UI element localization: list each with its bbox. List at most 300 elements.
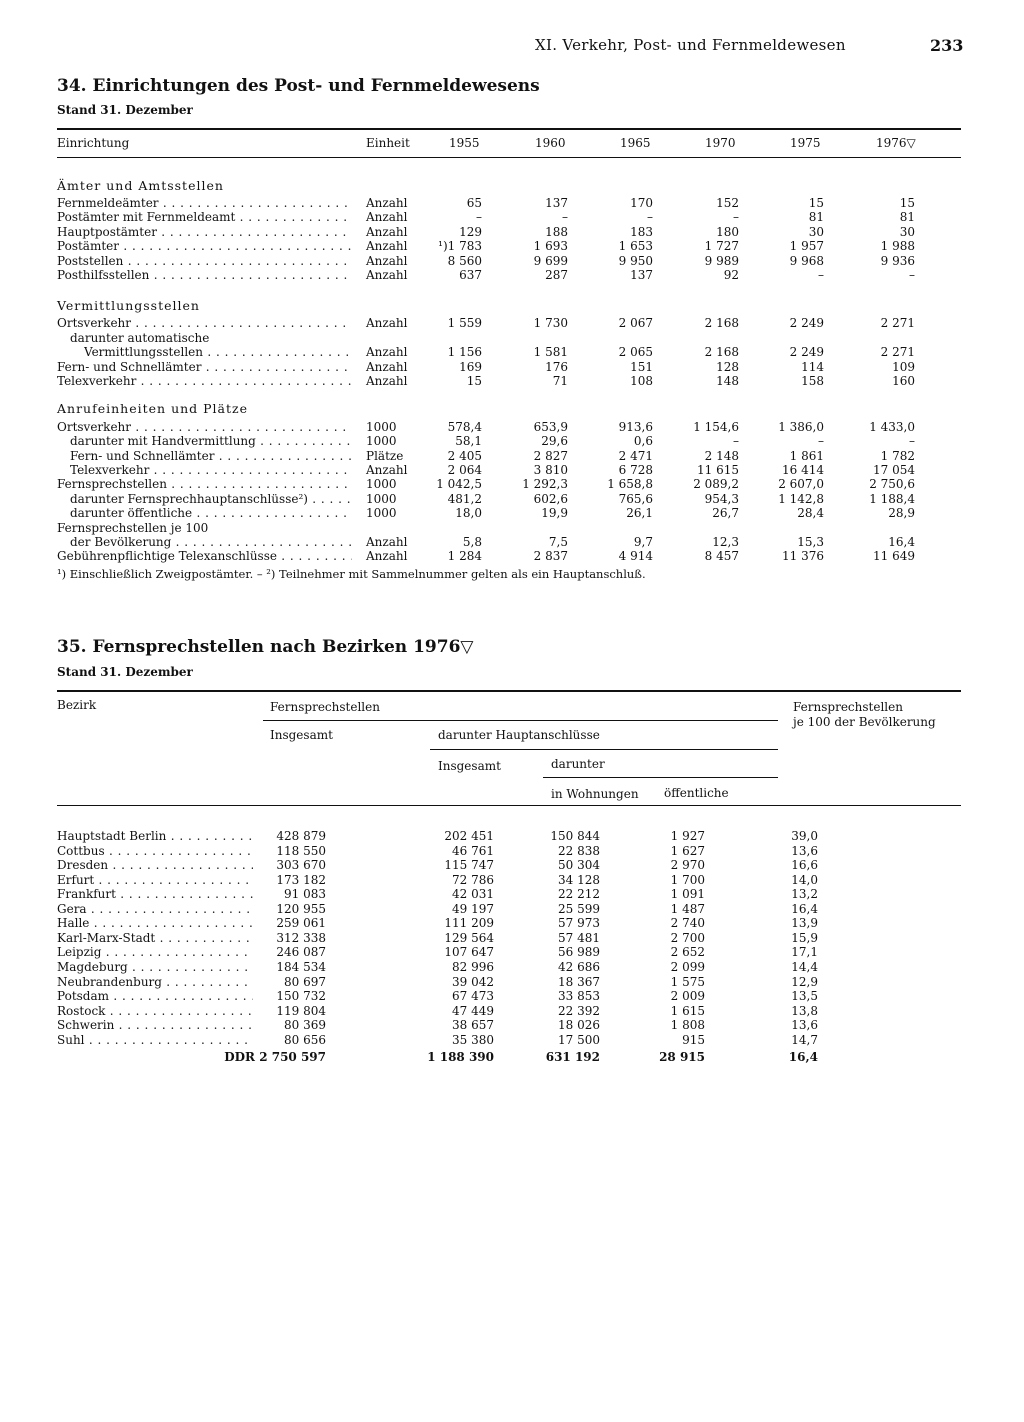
cell-value: 25 599 <box>558 902 600 916</box>
bezirk-name: Potsdam . . . <box>57 989 253 1003</box>
table-34-header-rule <box>57 157 961 158</box>
col-darunter: darunter <box>551 757 605 771</box>
col-je100-line2: je 100 der Bevölkerung <box>793 715 936 729</box>
cell-value: – <box>562 210 568 224</box>
cell-value: 2 750 597 <box>259 1050 326 1064</box>
col-year-1965: 1965 <box>620 136 651 150</box>
cell-value: 202 451 <box>444 829 494 843</box>
cell-value: 92 <box>723 268 739 282</box>
cell-value: 15,9 <box>791 931 818 945</box>
row-unit: Anzahl <box>366 463 408 477</box>
cell-value: 2 168 <box>704 316 739 330</box>
cell-value: 312 338 <box>276 931 326 945</box>
cell-value: 1 487 <box>670 902 705 916</box>
cell-value: – <box>733 210 739 224</box>
cell-value: 49 197 <box>452 902 494 916</box>
row-label: darunter automatische <box>70 331 210 345</box>
cell-value: 13,6 <box>791 1018 818 1032</box>
cell-value: 109 <box>892 360 915 374</box>
row-label: Fernsprechstellen je 100 <box>57 521 209 535</box>
cell-value: 602,6 <box>533 492 568 506</box>
cell-value: 39,0 <box>791 829 818 843</box>
cell-value: 71 <box>552 374 568 388</box>
cell-value: 1 700 <box>670 873 705 887</box>
cell-value: 2 009 <box>670 989 705 1003</box>
cell-value: 72 786 <box>452 873 494 887</box>
cell-value: 14,0 <box>791 873 818 887</box>
row-label: Gebührenpflichtige Telexanschlüsse . . . <box>57 549 352 563</box>
cell-value: 12,3 <box>712 535 739 549</box>
cell-value: 129 <box>459 225 482 239</box>
table-row <box>0 945 1024 959</box>
cell-value: 22 212 <box>558 887 600 901</box>
cell-value: 481,2 <box>447 492 482 506</box>
table-row <box>0 374 1024 388</box>
table-row <box>0 506 1024 520</box>
cell-value: 1 782 <box>880 449 915 463</box>
bezirk-name: Karl-Marx-Stadt . . . <box>57 931 253 945</box>
cell-value: 631 192 <box>545 1050 600 1064</box>
row-label: Fern- und Schnellämter . . . <box>70 449 352 463</box>
cell-value: 65 <box>466 196 482 210</box>
cell-value: 9,7 <box>633 535 653 549</box>
cell-value: 119 804 <box>276 1004 326 1018</box>
cell-value: 169 <box>459 360 482 374</box>
row-unit: 1000 <box>366 434 397 448</box>
cell-value: 82 996 <box>452 960 494 974</box>
cell-value: 259 061 <box>276 916 326 930</box>
row-label: Fernmeldeämter . . . <box>57 196 352 210</box>
table-row <box>0 829 1024 843</box>
cell-value: 57 973 <box>558 916 600 930</box>
cell-value: 1 653 <box>618 239 653 253</box>
cell-value: 2 099 <box>670 960 705 974</box>
table-34-footnote: ¹) Einschließlich Zweigpostämter. – ²) Teilnehmer mit Sammelnummer gelten als ein Hauptanschluß. <box>57 567 646 581</box>
col-year-1975: 1975 <box>790 136 821 150</box>
table-row <box>0 887 1024 901</box>
cell-value: 1 693 <box>533 239 568 253</box>
bezirk-name: Rostock . . . <box>57 1004 253 1018</box>
cell-value: 2 700 <box>670 931 705 945</box>
row-label: Postämter mit Fernmeldeamt . . . <box>57 210 352 224</box>
bezirk-name: Halle . . . <box>57 916 253 930</box>
table-row <box>0 331 1024 345</box>
cell-value: 26,1 <box>626 506 653 520</box>
cell-value: 91 083 <box>284 887 326 901</box>
cell-value: 13,9 <box>791 916 818 930</box>
cell-value: 1 627 <box>670 844 705 858</box>
cell-value: 1 957 <box>789 239 824 253</box>
cell-value: 11 649 <box>873 549 915 563</box>
table-row <box>0 449 1024 463</box>
table-34-top-rule <box>57 128 961 130</box>
cell-value: 428 879 <box>276 829 326 843</box>
row-unit: Anzahl <box>366 316 408 330</box>
cell-value: 46 761 <box>452 844 494 858</box>
cell-value: 1 433,0 <box>869 420 915 434</box>
cell-value: 2 249 <box>789 345 824 359</box>
cell-value: 16,4 <box>888 535 915 549</box>
cell-value: 57 481 <box>558 931 600 945</box>
table-row <box>0 360 1024 374</box>
table-row <box>0 477 1024 491</box>
total-row <box>0 1050 1024 1064</box>
cell-value: 11 376 <box>782 549 824 563</box>
bezirk-name: Hauptstadt Berlin . . . <box>57 829 253 843</box>
table-row <box>0 873 1024 887</box>
cell-value: 30 <box>808 225 824 239</box>
cell-value: 16,4 <box>788 1050 818 1064</box>
cell-value: 148 <box>716 374 739 388</box>
cell-value: ¹)1 783 <box>438 239 482 253</box>
cell-value: 1 188,4 <box>869 492 915 506</box>
cell-value: 38 657 <box>452 1018 494 1032</box>
cell-value: 1 386,0 <box>778 420 824 434</box>
cell-value: 47 449 <box>452 1004 494 1018</box>
cell-value: 954,3 <box>704 492 739 506</box>
table-row <box>0 549 1024 563</box>
col-einheit: Einheit <box>366 136 410 150</box>
cell-value: 42 686 <box>558 960 600 974</box>
header-rule-fernsprechstellen <box>263 720 778 721</box>
cell-value: 2 740 <box>670 916 705 930</box>
cell-value: 18,0 <box>455 506 482 520</box>
table-row <box>0 960 1024 974</box>
cell-value: 9 699 <box>533 254 568 268</box>
row-unit: Anzahl <box>366 196 408 210</box>
cell-value: 7,5 <box>548 535 568 549</box>
cell-value: 2 168 <box>704 345 739 359</box>
row-unit: 1000 <box>366 506 397 520</box>
cell-value: 16,4 <box>791 902 818 916</box>
cell-value: 28 915 <box>659 1050 705 1064</box>
table-row <box>0 1004 1024 1018</box>
bezirk-name: Magdeburg . . . <box>57 960 253 974</box>
table-row <box>0 239 1024 253</box>
cell-value: 150 844 <box>550 829 600 843</box>
cell-value: 29,6 <box>541 434 568 448</box>
group-aemter: Ämter und Amtsstellen <box>57 178 224 193</box>
table-row <box>0 975 1024 989</box>
cell-value: 9 936 <box>880 254 915 268</box>
cell-value: 28,9 <box>888 506 915 520</box>
cell-value: 15 <box>899 196 915 210</box>
cell-value: 1 727 <box>704 239 739 253</box>
cell-value: 1 730 <box>533 316 568 330</box>
cell-value: 2 405 <box>447 449 482 463</box>
cell-value: 2 271 <box>880 316 915 330</box>
cell-value: 108 <box>630 374 653 388</box>
row-label: Fern- und Schnellämter . . . <box>57 360 352 374</box>
row-unit: Anzahl <box>366 268 408 282</box>
cell-value: 2 970 <box>670 858 705 872</box>
row-unit: Anzahl <box>366 239 408 253</box>
table-row <box>0 1033 1024 1047</box>
table-row <box>0 931 1024 945</box>
row-label: Telexverkehr . . . <box>70 463 352 477</box>
bezirk-name: Cottbus . . . <box>57 844 253 858</box>
bezirk-name: DDR <box>224 1050 255 1064</box>
table-row <box>0 434 1024 448</box>
cell-value: 9 950 <box>618 254 653 268</box>
cell-value: 160 <box>892 374 915 388</box>
cell-value: 12,9 <box>791 975 818 989</box>
row-unit: Anzahl <box>366 374 408 388</box>
row-label: Poststellen . . . <box>57 254 352 268</box>
row-unit: 1000 <box>366 492 397 506</box>
running-header: XI. Verkehr, Post- und Fernmeldewesen <box>535 36 846 54</box>
cell-value: 13,2 <box>791 887 818 901</box>
bezirk-name: Frankfurt . . . <box>57 887 253 901</box>
cell-value: 184 534 <box>276 960 326 974</box>
cell-value: 0,6 <box>633 434 653 448</box>
cell-value: 1 988 <box>880 239 915 253</box>
cell-value: 33 853 <box>558 989 600 1003</box>
cell-value: 128 <box>716 360 739 374</box>
cell-value: 1 658,8 <box>607 477 653 491</box>
col-einrichtung: Einrichtung <box>57 136 130 150</box>
row-label: Vermittlungsstellen . . . <box>84 345 352 359</box>
cell-value: 2 471 <box>618 449 653 463</box>
cell-value: 2 271 <box>880 345 915 359</box>
bezirk-name: Erfurt . . . <box>57 873 253 887</box>
cell-value: 913,6 <box>618 420 653 434</box>
table-row <box>0 225 1024 239</box>
group-vermittlung: Vermittlungsstellen <box>57 298 200 313</box>
table-35-title: 35. Fernsprechstellen nach Bezirken 1976▽ <box>57 637 474 657</box>
row-unit: 1000 <box>366 420 397 434</box>
cell-value: 67 473 <box>452 989 494 1003</box>
cell-value: 19,9 <box>541 506 568 520</box>
cell-value: 56 989 <box>558 945 600 959</box>
col-fernsprechstellen: Fernsprechstellen <box>270 700 380 714</box>
cell-value: – <box>909 434 915 448</box>
cell-value: 176 <box>545 360 568 374</box>
bezirk-name: Schwerin . . . <box>57 1018 253 1032</box>
cell-value: – <box>818 268 824 282</box>
cell-value: 16 414 <box>782 463 824 477</box>
cell-value: 18 367 <box>558 975 600 989</box>
cell-value: 50 304 <box>558 858 600 872</box>
table-row <box>0 521 1024 535</box>
cell-value: 1 091 <box>670 887 705 901</box>
row-unit: Anzahl <box>366 225 408 239</box>
cell-value: 2 249 <box>789 316 824 330</box>
cell-value: 107 647 <box>444 945 494 959</box>
page-number: 233 <box>930 36 964 55</box>
row-label: Ortsverkehr . . . <box>57 420 352 434</box>
table-34-title: 34. Einrichtungen des Post- und Fernmeldewesens <box>57 76 540 96</box>
table-row <box>0 858 1024 872</box>
col-insgesamt-2: Insgesamt <box>438 759 501 773</box>
cell-value: 158 <box>801 374 824 388</box>
cell-value: 188 <box>545 225 568 239</box>
cell-value: 137 <box>630 268 653 282</box>
cell-value: – <box>647 210 653 224</box>
cell-value: 118 550 <box>276 844 326 858</box>
cell-value: 15 <box>808 196 824 210</box>
cell-value: 246 087 <box>276 945 326 959</box>
table-row <box>0 902 1024 916</box>
bezirk-name: Leipzig . . . <box>57 945 253 959</box>
cell-value: 115 747 <box>444 858 494 872</box>
cell-value: 8 560 <box>447 254 482 268</box>
table-row <box>0 210 1024 224</box>
cell-value: 170 <box>630 196 653 210</box>
table-row <box>0 989 1024 1003</box>
row-unit: Plätze <box>366 449 404 463</box>
cell-value: 81 <box>899 210 915 224</box>
cell-value: 39 042 <box>452 975 494 989</box>
bezirk-name: Dresden . . . <box>57 858 253 872</box>
cell-value: 1 861 <box>789 449 824 463</box>
header-rule-darunter <box>543 777 778 778</box>
col-in-wohnungen: in Wohnungen <box>551 787 639 801</box>
cell-value: 80 697 <box>284 975 326 989</box>
cell-value: 26,7 <box>712 506 739 520</box>
cell-value: 2 065 <box>618 345 653 359</box>
col-je100-line1: Fernsprechstellen <box>793 700 903 714</box>
cell-value: 2 827 <box>533 449 568 463</box>
row-unit: Anzahl <box>366 549 408 563</box>
cell-value: 150 732 <box>276 989 326 1003</box>
row-label: darunter Fernsprechhauptanschlüsse²) . . . <box>70 492 352 506</box>
cell-value: 173 182 <box>276 873 326 887</box>
cell-value: 80 656 <box>284 1033 326 1047</box>
cell-value: 114 <box>801 360 824 374</box>
col-year-1970: 1970 <box>705 136 736 150</box>
cell-value: 13,8 <box>791 1004 818 1018</box>
table-row <box>0 196 1024 210</box>
col-insgesamt: Insgesamt <box>270 728 333 742</box>
row-unit: 1000 <box>366 477 397 491</box>
cell-value: 22 838 <box>558 844 600 858</box>
cell-value: – <box>909 268 915 282</box>
col-darunter-hauptanschluesse: darunter Hauptanschlüsse <box>438 728 600 742</box>
cell-value: 8 457 <box>704 549 739 563</box>
table-row <box>0 1018 1024 1032</box>
cell-value: 2 067 <box>618 316 653 330</box>
cell-value: 183 <box>630 225 653 239</box>
table-row <box>0 916 1024 930</box>
cell-value: 15,3 <box>797 535 824 549</box>
cell-value: 17 054 <box>873 463 915 477</box>
cell-value: 15 <box>466 374 482 388</box>
cell-value: 1 927 <box>670 829 705 843</box>
bezirk-name: Gera . . . <box>57 902 253 916</box>
row-unit: Anzahl <box>366 210 408 224</box>
cell-value: 578,4 <box>447 420 482 434</box>
cell-value: 22 392 <box>558 1004 600 1018</box>
row-label: Fernsprechstellen . . . <box>57 477 352 491</box>
table-row <box>0 844 1024 858</box>
table-row <box>0 492 1024 506</box>
cell-value: 152 <box>716 196 739 210</box>
table-35-top-rule <box>57 690 961 692</box>
cell-value: 42 031 <box>452 887 494 901</box>
cell-value: – <box>476 210 482 224</box>
cell-value: 653,9 <box>533 420 568 434</box>
header-rule-hauptanschluesse <box>430 749 778 750</box>
cell-value: 1 154,6 <box>693 420 739 434</box>
cell-value: 1 042,5 <box>436 477 482 491</box>
cell-value: 287 <box>545 268 568 282</box>
cell-value: 2 837 <box>533 549 568 563</box>
cell-value: 137 <box>545 196 568 210</box>
cell-value: 16,6 <box>791 858 818 872</box>
cell-value: 1 575 <box>670 975 705 989</box>
bezirk-name: Suhl . . . <box>57 1033 253 1047</box>
row-label: Postämter . . . <box>57 239 352 253</box>
col-bezirk: Bezirk <box>57 698 97 712</box>
cell-value: 1 292,3 <box>522 477 568 491</box>
cell-value: 637 <box>459 268 482 282</box>
cell-value: 30 <box>899 225 915 239</box>
table-row <box>0 254 1024 268</box>
cell-value: 2 148 <box>704 449 739 463</box>
cell-value: 2 064 <box>447 463 482 477</box>
cell-value: 1 581 <box>533 345 568 359</box>
row-label: Posthilfsstellen . . . <box>57 268 352 282</box>
cell-value: 81 <box>808 210 824 224</box>
table-row <box>0 345 1024 359</box>
table-row <box>0 463 1024 477</box>
cell-value: 151 <box>630 360 653 374</box>
row-unit: Anzahl <box>366 360 408 374</box>
cell-value: 34 128 <box>558 873 600 887</box>
cell-value: 1 559 <box>447 316 482 330</box>
cell-value: 1 188 390 <box>427 1050 494 1064</box>
cell-value: 14,4 <box>791 960 818 974</box>
col-oeffentliche: öffentliche <box>664 786 729 800</box>
cell-value: 765,6 <box>618 492 653 506</box>
cell-value: 17 500 <box>558 1033 600 1047</box>
cell-value: 2 750,6 <box>869 477 915 491</box>
col-year-1955: 1955 <box>449 136 480 150</box>
cell-value: 9 968 <box>789 254 824 268</box>
cell-value: 17,1 <box>791 945 818 959</box>
cell-value: 3 810 <box>533 463 568 477</box>
row-unit: Anzahl <box>366 345 408 359</box>
cell-value: 13,5 <box>791 989 818 1003</box>
cell-value: 6 728 <box>618 463 653 477</box>
cell-value: 13,6 <box>791 844 818 858</box>
cell-value: 9 989 <box>704 254 739 268</box>
cell-value: 5,8 <box>462 535 482 549</box>
table-row <box>0 420 1024 434</box>
row-label: Hauptpostämter . . . <box>57 225 352 239</box>
cell-value: 111 209 <box>444 916 494 930</box>
cell-value: 11 615 <box>697 463 739 477</box>
cell-value: – <box>733 434 739 448</box>
cell-value: 58,1 <box>455 434 482 448</box>
cell-value: 35 380 <box>452 1033 494 1047</box>
cell-value: 28,4 <box>797 506 824 520</box>
cell-value: 1 615 <box>670 1004 705 1018</box>
row-unit: Anzahl <box>366 254 408 268</box>
cell-value: 4 914 <box>618 549 653 563</box>
row-label: darunter mit Handvermittlung . . . <box>70 434 352 448</box>
col-year-1960: 1960 <box>535 136 566 150</box>
row-unit: Anzahl <box>366 535 408 549</box>
table-34-stand: Stand 31. Dezember <box>57 103 193 117</box>
table-35-stand: Stand 31. Dezember <box>57 665 193 679</box>
cell-value: 1 284 <box>447 549 482 563</box>
cell-value: 2 652 <box>670 945 705 959</box>
table-row <box>0 268 1024 282</box>
cell-value: – <box>818 434 824 448</box>
row-label: Ortsverkehr . . . <box>57 316 352 330</box>
